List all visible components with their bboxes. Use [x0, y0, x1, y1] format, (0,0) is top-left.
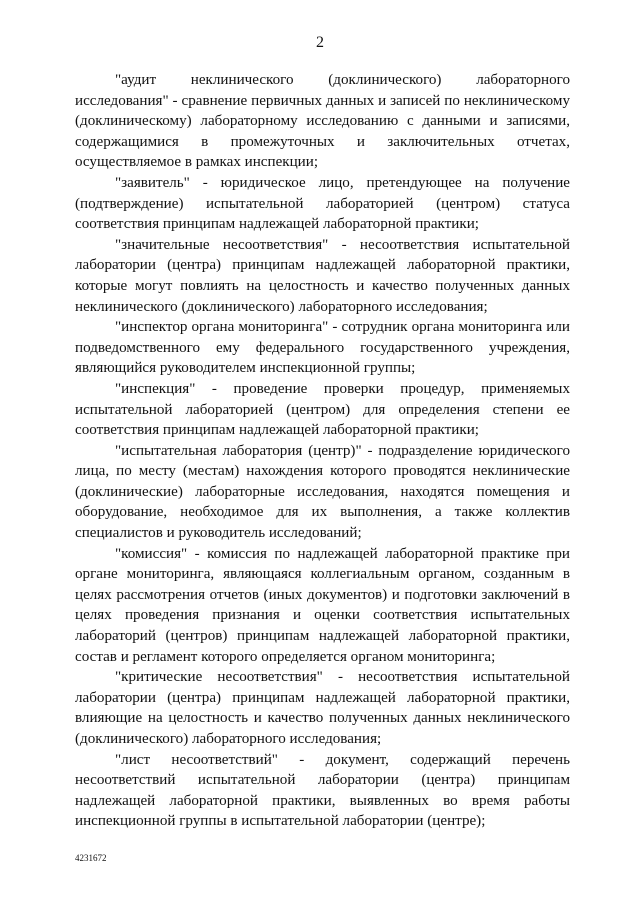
- definition-critical-nonconformities: "критические несоответствия" - несоответствия испытательной лаборатории (центра) принципам надлежащей лабораторной практики, влияющие на целостность и качество полученных данных неклинического (доклинического) лабораторного исследования;: [75, 669, 570, 747]
- definition-commission: "комиссия" - комиссия по надлежащей лабораторной практике при органе мониторинга, являющаяся коллегиальным органом, созданным в целях рассмотрения отчетов (иных документов) и подготовки заключений в целях проведения признания и оценки соответствия испытательных лабораторий (центров) принципам надлежащей лабораторной практики, состав и регламент которого определяется органом мониторинга;: [75, 545, 570, 665]
- definition-nonconformity-list: "лист несоответствий" - документ, содержащий перечень несоответствий испытательной лаборатории (центра) принципам надлежащей лабораторной практики, выявленных во время работы инспекционной группы в испытательной лаборатории (центре);: [75, 751, 570, 830]
- definition-inspection: "инспекция" - проведение проверки процедур, применяемых испытательной лабораторией (центром) для определения степени ее соответствия принципам надлежащей лабораторной практики;: [75, 380, 570, 439]
- definition-significant-nonconformities: "значительные несоответствия" - несоответствия испытательной лаборатории (центра) принципам надлежащей лабораторной практики, которые могут повлиять на целостность и качество полученных данных неклинического (доклинического) лабораторного исследования;: [75, 236, 570, 315]
- definition-monitoring-inspector: "инспектор органа мониторинга" - сотрудник органа мониторинга или подведомственного ему федерального государственного учреждения, являющийся руководителем инспекционной группы;: [75, 319, 570, 377]
- page-number: 2: [316, 34, 324, 51]
- definition-testing-laboratory: "испытательная лаборатория (центр)" - подразделение юридического лица, по месту (местам) нахождения которого проводятся неклинические (доклинические) лабораторные исследования, находятся помещения и оборудование, необходимое для их выполнения, а также коллектив специалистов и руководитель исследований;: [75, 442, 570, 542]
- definition-applicant: "заявитель" - юридическое лицо, претендующее на получение (подтверждение) испытательной лабораторией (центром) статуса соответствия принципам надлежащей лабораторной практики;: [75, 174, 570, 233]
- document-body: [75, 70, 570, 832]
- document-code: 4231672: [75, 853, 107, 863]
- definition-audit: "аудит неклинического (доклинического) лабораторного исследования" - сравнение первичных данных и записей по неклиническому (доклиническому) лабораторному исследованию с данными и записями, содержащимися в промежуточных и заключительных отчетах, осуществляемое в рамках инспекции;: [75, 72, 570, 171]
